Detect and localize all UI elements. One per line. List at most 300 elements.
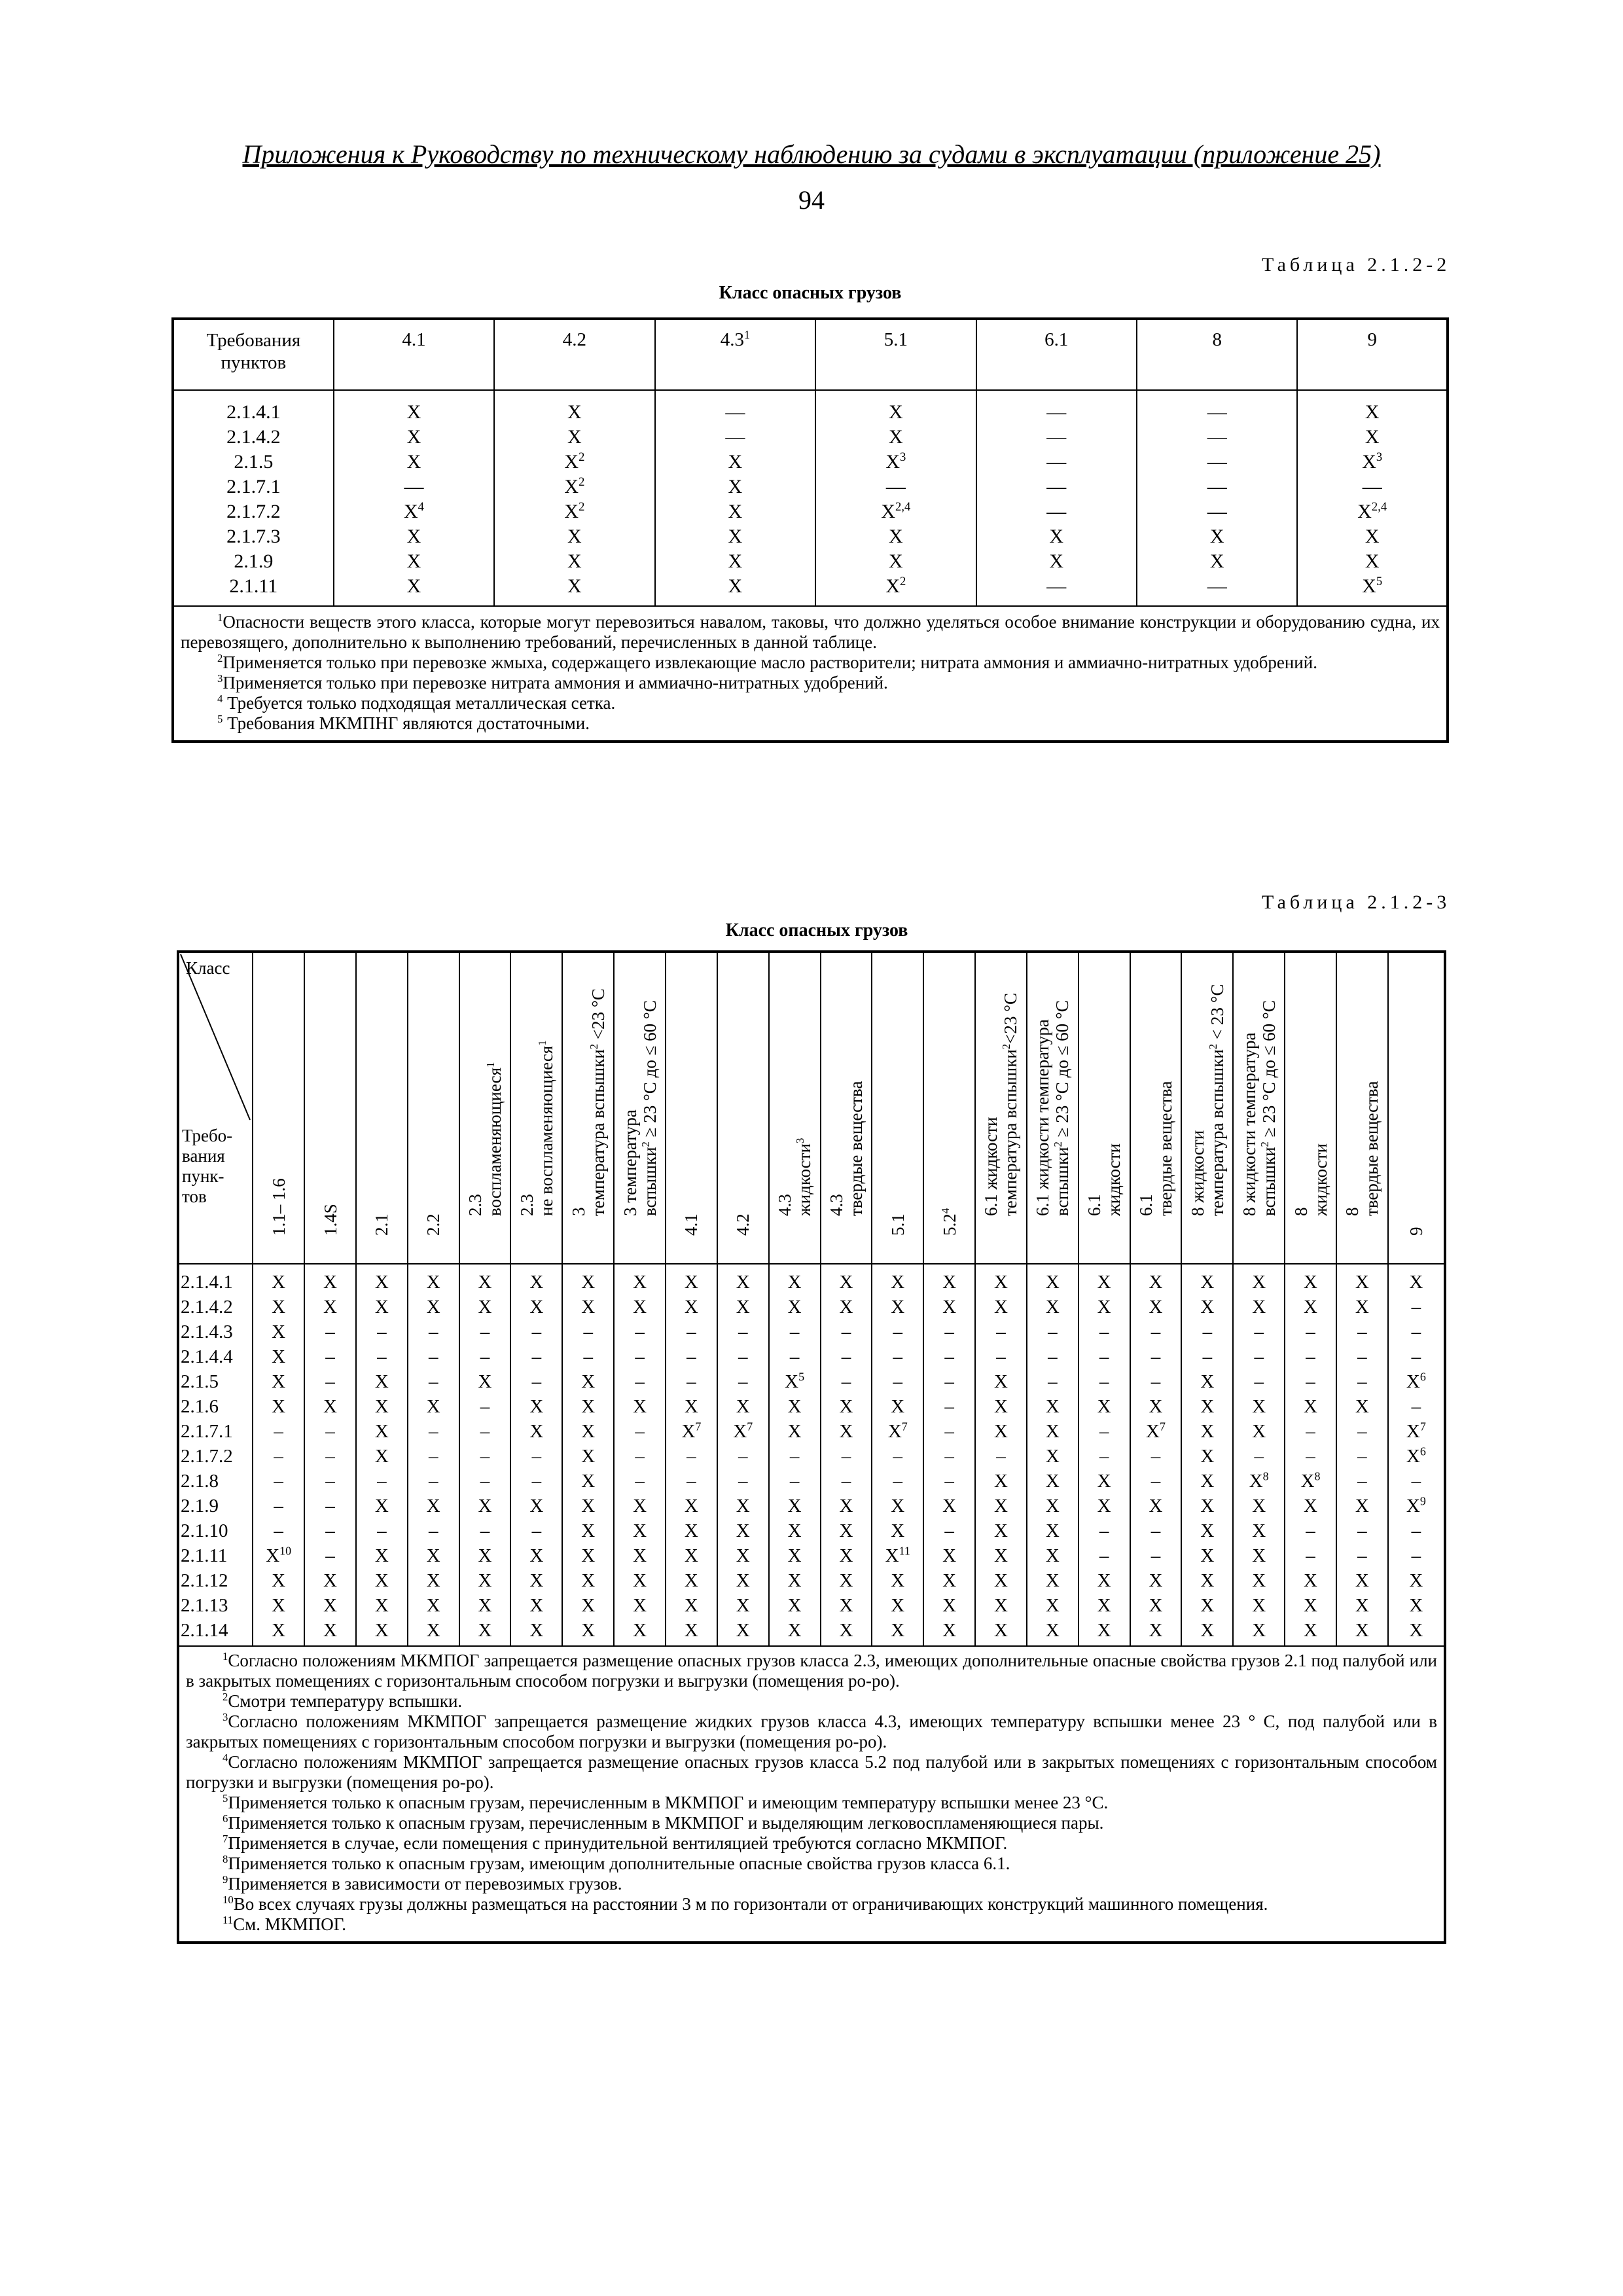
table2-cell: – [356,1518,408,1543]
table2-cell: – [923,1319,975,1344]
table2-cell: X [923,1568,975,1593]
table2-cell: X [408,1394,459,1419]
table1-row-label: 2.1.4.1 [173,390,334,425]
table1-cell: $X^2$ [494,475,654,499]
superscript: 1 [743,328,750,342]
header-line: 2.1 [372,1213,392,1236]
vertical-header-text [465,1062,505,1216]
superscript: 3 [900,450,906,464]
table1-cell: X [1297,390,1448,425]
table2-cell: – [1336,1419,1388,1444]
table1-cell: $X^3$ [815,450,976,475]
table2-cell: X [1181,1518,1233,1543]
table2-cell: X [356,1369,408,1394]
footnote: $^3$Применяется только при перевозке нитрата аммония и аммиачно-нитратных удобрений. [217,672,888,692]
table2-cell: X [872,1568,923,1593]
table2-cell: X [614,1394,666,1419]
table2-cell: X [510,1568,562,1593]
table2-column-header [821,952,872,1264]
table2-row-label: 2.1.4.1 [178,1264,253,1295]
table2-cell: X [1079,1618,1130,1646]
table2 [177,950,1446,1944]
table2-cell: X [356,1568,408,1593]
table2-corner-header [178,952,253,1264]
table2-cell: X [769,1543,821,1568]
header-line: 4.3 [826,1194,846,1216]
table2-cell: – [1336,1369,1388,1394]
table1-column-header: 5.1 [815,319,976,390]
superscript: 2,4 [1371,500,1387,514]
table2-cell: X [1130,1494,1182,1518]
table2-cell: – [304,1518,356,1543]
table2-cell: – [356,1344,408,1369]
corner-top-label: Класс [186,958,230,978]
table2-cell: X [614,1618,666,1646]
table2-cell: X [614,1568,666,1593]
table2-cell: – [1079,1344,1130,1369]
table2-cell: – [614,1369,666,1394]
table2-cell: – [614,1444,666,1469]
table2-cell: – [614,1344,666,1369]
header-line: 9 [1406,1227,1426,1236]
table2-cell: X [562,1469,614,1494]
table2-cell: X [1233,1264,1285,1295]
table1-cell: X [494,390,654,425]
table2-cell: – [1079,1543,1130,1568]
table2-cell: X [356,1618,408,1646]
table-row [173,390,1448,425]
table2-cell: X [562,1394,614,1419]
superscript: 6 [1419,1370,1426,1384]
table2-cell: X [717,1264,769,1295]
table2-cell: X [1388,1264,1445,1295]
footnote: $^5$ Требования МКМПНГ являются достаточными. [217,713,590,733]
table1-row-header: Требования пунктов [173,319,334,390]
table1-cell: X [334,390,494,425]
superscript: 2 [587,1043,600,1050]
table2-cell: X [1388,1618,1445,1646]
table1-cell: $X^5$ [1297,574,1448,606]
table1-cell: X [655,450,815,475]
table2-cell: – [666,1344,717,1369]
table2-cell: X [769,1518,821,1543]
table2-cell: X [562,1295,614,1319]
table1-cell: X [976,524,1137,549]
header-line: 4.1 [681,1213,702,1236]
table1-cell: X [334,524,494,549]
superscript: 4 [223,1751,228,1764]
table2-column-header [510,952,562,1264]
table2-cell: – [1336,1518,1388,1543]
table2-cell: – [975,1444,1027,1469]
table2-cell: – [1285,1419,1336,1444]
table1-cell: X$^{2,4}$ [815,499,976,524]
table1-cell: X [815,390,976,425]
table2-cell: X [510,1543,562,1568]
superscript: 2 [223,1691,228,1703]
table2-cell: X [821,1295,872,1319]
table2-row-label: 2.1.7.2 [178,1444,253,1469]
footnote: $^7$Применяется в случае, если помещения с принудительной вентиляцией требуются согласно МКМПОГ. [223,1833,1008,1853]
table2-cell: – [872,1344,923,1369]
table2-cell: – [459,1419,511,1444]
header-line: 8 жидкости [1187,1130,1207,1216]
table2-cell: X [562,1419,614,1444]
table2-cell: – [356,1469,408,1494]
table2-cell: – [923,1419,975,1444]
table2-cell: X [923,1494,975,1518]
vertical-header-text [827,1081,866,1216]
table2-cell: X [769,1394,821,1419]
table2-column-header [356,952,408,1264]
table2-cell: – [769,1319,821,1344]
header-line: 1.1– 1.6 [268,1178,289,1236]
table2-cell: X [1130,1295,1182,1319]
header-line: 8 жидкости температура [1239,1032,1259,1216]
header-line: не воспламеняющиеся$^1$ [535,1040,556,1216]
table1-cell: X [655,499,815,524]
table2-cell: X [821,1394,872,1419]
header-line: жидкости [1104,1143,1124,1216]
table2-column-header [1079,952,1130,1264]
table-row [178,1295,1445,1319]
footnote: $^3$Согласно положениям МКМПОГ запрещается размещение жидких грузов класса 4.3, имеющих температуру вспышки менее 23 ° С, под палубой или в закрытых помещениях с горизонтальным способом погрузки и выгрузки (помещения ро-ро). [186,1711,1437,1751]
superscript: 2,4 [895,500,911,514]
table1-cell: X [655,524,815,549]
table-row [178,1543,1445,1568]
table2-cell: – [253,1469,304,1494]
table2-cell: X [1285,1295,1336,1319]
table2-cell: X [562,1494,614,1518]
table2-cell: X [1285,1568,1336,1593]
superscript: 10 [223,1893,234,1906]
table2-cell: X [408,1543,459,1568]
table2-cell: – [923,1369,975,1394]
table2-cell: – [1079,1419,1130,1444]
table2-column-header [1233,952,1285,1264]
table2-cell: – [614,1469,666,1494]
table2-cell: X [1233,1618,1285,1646]
table2-cell: X [1079,1295,1130,1319]
table2-cell: – [510,1344,562,1369]
table2-cell: X [975,1469,1027,1494]
header-line: $5.2^4$ [938,1208,959,1236]
header-line: твердые вещества [1156,1081,1175,1216]
table2-cell: – [562,1344,614,1369]
header-line: твердые вещества [1362,1081,1382,1216]
document-header-title: Приложения к Руководству по техническому наблюдению за судами в эксплуатации (приложение 25) [242,139,1381,169]
table2-cell: X [1181,1369,1233,1394]
table2-column-header [562,952,614,1264]
table2-cell: X [304,1394,356,1419]
table2-cell: – [1027,1319,1079,1344]
table2-cell: X [1181,1264,1233,1295]
superscript: 10 [279,1544,292,1558]
table2-cell: X [821,1518,872,1543]
table2-row-label: 2.1.4.4 [178,1344,253,1369]
table2-cell: X [459,1494,511,1518]
footnote: $^2$Применяется только при перевозке жмыха, содержащего извлекающие масло растворители; нитрата аммония и аммиачно-нитратных удобрений. [217,652,1317,672]
table2-cell: X [666,1295,717,1319]
table2-cell: – [408,1444,459,1469]
superscript: 4 [418,500,424,514]
superscript: 11 [223,1914,234,1926]
table2-cell: $X^8$ [1233,1469,1285,1494]
table1-cell: X [334,450,494,475]
superscript: 3 [794,1138,807,1143]
table2-cell: X [1181,1295,1233,1319]
table2-cell: X [562,1518,614,1543]
table1-cell: $X^3$ [1297,450,1448,475]
header-line: 2.3 [465,1194,486,1216]
table1-cell: X [494,574,654,606]
table2-cell: X [510,1264,562,1295]
table2-cell: $X^7$ [872,1419,923,1444]
table2-cell: – [459,1319,511,1344]
table2-cell: $X^7$ [717,1419,769,1444]
table1-cell: — [976,574,1137,606]
header-line: 2.2 [423,1213,444,1236]
table2-cell: X [356,1543,408,1568]
header-line: 5.1 [887,1213,908,1236]
table2-cell: – [923,1444,975,1469]
footnote: $^{11}$См. МКМПОГ. [223,1914,347,1934]
table2-cell: X [459,1568,511,1593]
superscript: 7 [747,1420,753,1433]
superscript: 7 [695,1420,702,1433]
table2-cell: – [510,1469,562,1494]
superscript: 2 [1258,1141,1271,1147]
table-row [178,1419,1445,1444]
table2-cell: X [510,1394,562,1419]
table2-cell: X [1130,1264,1182,1295]
table2-cell: X [1027,1264,1079,1295]
superscript: 5 [223,1792,228,1804]
table-row [178,1568,1445,1593]
table-row [178,1494,1445,1518]
table-row [178,1444,1445,1469]
table1-cell: X [815,425,976,450]
table1-cell: X [334,549,494,574]
table2-row-label: 2.1.9 [178,1494,253,1518]
table2-cell: X [1336,1593,1388,1618]
table2-cell: X [1181,1394,1233,1419]
footnote: $^9$Применяется в зависимости от перевозимых грузов. [223,1873,622,1893]
header-line: 1.4S [320,1204,340,1236]
table2-cell: X [562,1369,614,1394]
table2-cell: X [717,1543,769,1568]
table2-column-header [769,952,821,1264]
header-line: температура вспышки$^2$ <23 °C [587,988,608,1216]
vertical-header-text [888,1213,908,1236]
table2-cell: X [356,1419,408,1444]
header-line: 3 температура [620,1109,640,1216]
table2-cell: X [1233,1494,1285,1518]
corner-bottom-label [182,1126,232,1207]
superscript: 8 [1314,1469,1321,1483]
table1-cell: — [334,475,494,499]
table1-column-header: 6.1 [976,319,1137,390]
table2-cell: X [1181,1618,1233,1646]
table2-column-header [408,952,459,1264]
table2-cell: X [821,1568,872,1593]
table2-cell: – [253,1494,304,1518]
header-line: твердые вещества [846,1081,866,1216]
table-row [173,574,1448,606]
vertical-header-text [1188,984,1227,1216]
table1-cell: — [1137,475,1297,499]
table1-cell: $X^4$ [334,499,494,524]
table2-cell: X [562,1264,614,1295]
table2-cell: – [769,1444,821,1469]
page-number: 94 [798,185,825,215]
table2-cell: X [923,1593,975,1618]
table2-cell: X [562,1568,614,1593]
table2-cell: X [1233,1593,1285,1618]
table2-cell: X [717,1518,769,1543]
table2-cell: X [356,1444,408,1469]
table2-cell: – [1336,1469,1388,1494]
table2-row-label: 2.1.5 [178,1369,253,1394]
table2-cell: – [253,1518,304,1543]
header-line: 4.3 [775,1194,795,1216]
table2-cell: X [1336,1494,1388,1518]
table1-column-header: 8 [1137,319,1297,390]
table2-column-header [975,952,1027,1264]
table1-cell: X [334,574,494,606]
table2-cell: X [872,1518,923,1543]
table2-cell: – [1027,1369,1079,1394]
table2-cell: X [408,1494,459,1518]
table2-cell: X [1027,1295,1079,1319]
table2-column-header [1336,952,1388,1264]
table2-cell: X [1027,1494,1079,1518]
table2-cell: X [1079,1394,1130,1419]
superscript: 9 [223,1873,228,1886]
table2-cell: – [1285,1518,1336,1543]
table2-cell: X [769,1419,821,1444]
table2-column-header [459,952,511,1264]
table1-column-header: $4.3^1$ [655,319,815,390]
table2-cell: – [304,1344,356,1369]
table2-cell: – [408,1469,459,1494]
table2-cell: X [1285,1618,1336,1646]
table2-cell: X [923,1618,975,1646]
table1-cell: X [1297,524,1448,549]
table2-cell: X [769,1568,821,1593]
table2-cell: – [614,1419,666,1444]
table2-cell: X [1027,1469,1079,1494]
table2-cell: – [1079,1369,1130,1394]
table1-cell: — [976,390,1137,425]
table2-cell: X [1233,1394,1285,1419]
table2-cell: – [1233,1369,1285,1394]
table2-cell: X [614,1543,666,1568]
table2-cell: X [666,1593,717,1618]
table2-cell: – [923,1518,975,1543]
table1-cell: X [815,549,976,574]
table-row [178,1593,1445,1618]
table2-cell: – [1336,1344,1388,1369]
table2-cell: X [872,1494,923,1518]
table2-caption: Класс опасных грузов [725,920,908,941]
superscript: 2 [900,575,906,588]
table2-column-header [1181,952,1233,1264]
table2-column-header [1285,952,1336,1264]
table2-cell: – [304,1444,356,1469]
table2-cell: X [975,1518,1027,1543]
table2-cell: X [769,1264,821,1295]
table2-cell: – [872,1319,923,1344]
table2-cell: X [717,1618,769,1646]
table2-cell: X [1181,1469,1233,1494]
footnote: $^5$Применяется только к опасным грузам, перечисленным в МКМПОГ и имеющим температуру вспышки менее 23 °С. [223,1792,1109,1812]
table1-row-label: 2.1.7.2 [173,499,334,524]
superscript: 3 [223,1711,228,1723]
table1-row-label: 2.1.9 [173,549,334,574]
header-line: 3 [568,1207,588,1216]
table1-cell: $X^2$ [494,499,654,524]
table2-cell: – [510,1369,562,1394]
table2-cell: X [872,1295,923,1319]
table2-cell: X [614,1264,666,1295]
table2-cell: X [1181,1568,1233,1593]
table2-cell: $X^6$ [1388,1369,1445,1394]
table2-cell: X [1027,1568,1079,1593]
table1-cell: X [1297,425,1448,450]
table2-cell: – [666,1469,717,1494]
table1-cell: $X^2$ [815,574,976,606]
table2-cell: X [872,1264,923,1295]
table1-cell: — [976,499,1137,524]
table2-cell: X [304,1618,356,1646]
table2-row-label: 2.1.6 [178,1394,253,1419]
superscript: 5 [217,713,223,725]
corner-line: Требо- [182,1126,233,1145]
corner-line: вания [182,1146,225,1166]
table2-row-label: 2.1.7.1 [178,1419,253,1444]
table1-cell: $X^2$ [494,450,654,475]
table2-cell: – [923,1469,975,1494]
superscript: 2 [579,475,585,489]
table2-cell: X [253,1295,304,1319]
table2-cell: X [666,1494,717,1518]
table2-cell: – [975,1344,1027,1369]
header-line: 6.1 [1136,1194,1156,1216]
header-line: 8 [1291,1207,1311,1216]
table2-cell: X [459,1543,511,1568]
table2-cell: – [1130,1319,1182,1344]
table2-cell: – [717,1319,769,1344]
table1-cell: X [1137,524,1297,549]
table2-cell: X [1336,1394,1388,1419]
superscript: 4 [938,1208,952,1214]
table2-column-header [304,952,356,1264]
footnote: $^1$Опасности веществ этого класса, которые могут перевозиться навалом, таковы, что должно уделяться особое внимание конструкции и оборудованию судна, их перевозящего, дополнительно к выполнению требований, перечисленных в данной таблице. [181,611,1440,652]
table2-cell: – [872,1444,923,1469]
table2-cell: – [1336,1319,1388,1344]
table2-cell: X [1079,1593,1130,1618]
table2-cell: – [1388,1319,1445,1344]
table2-cell: X [562,1593,614,1618]
table2-cell: X [1079,1494,1130,1518]
table2-cell: X [408,1568,459,1593]
table1-cell: X [815,524,976,549]
vertical-header-text [1291,1143,1330,1216]
table2-cell: X [975,1264,1027,1295]
table2-cell: – [510,1518,562,1543]
vertical-header-text [321,1204,340,1236]
